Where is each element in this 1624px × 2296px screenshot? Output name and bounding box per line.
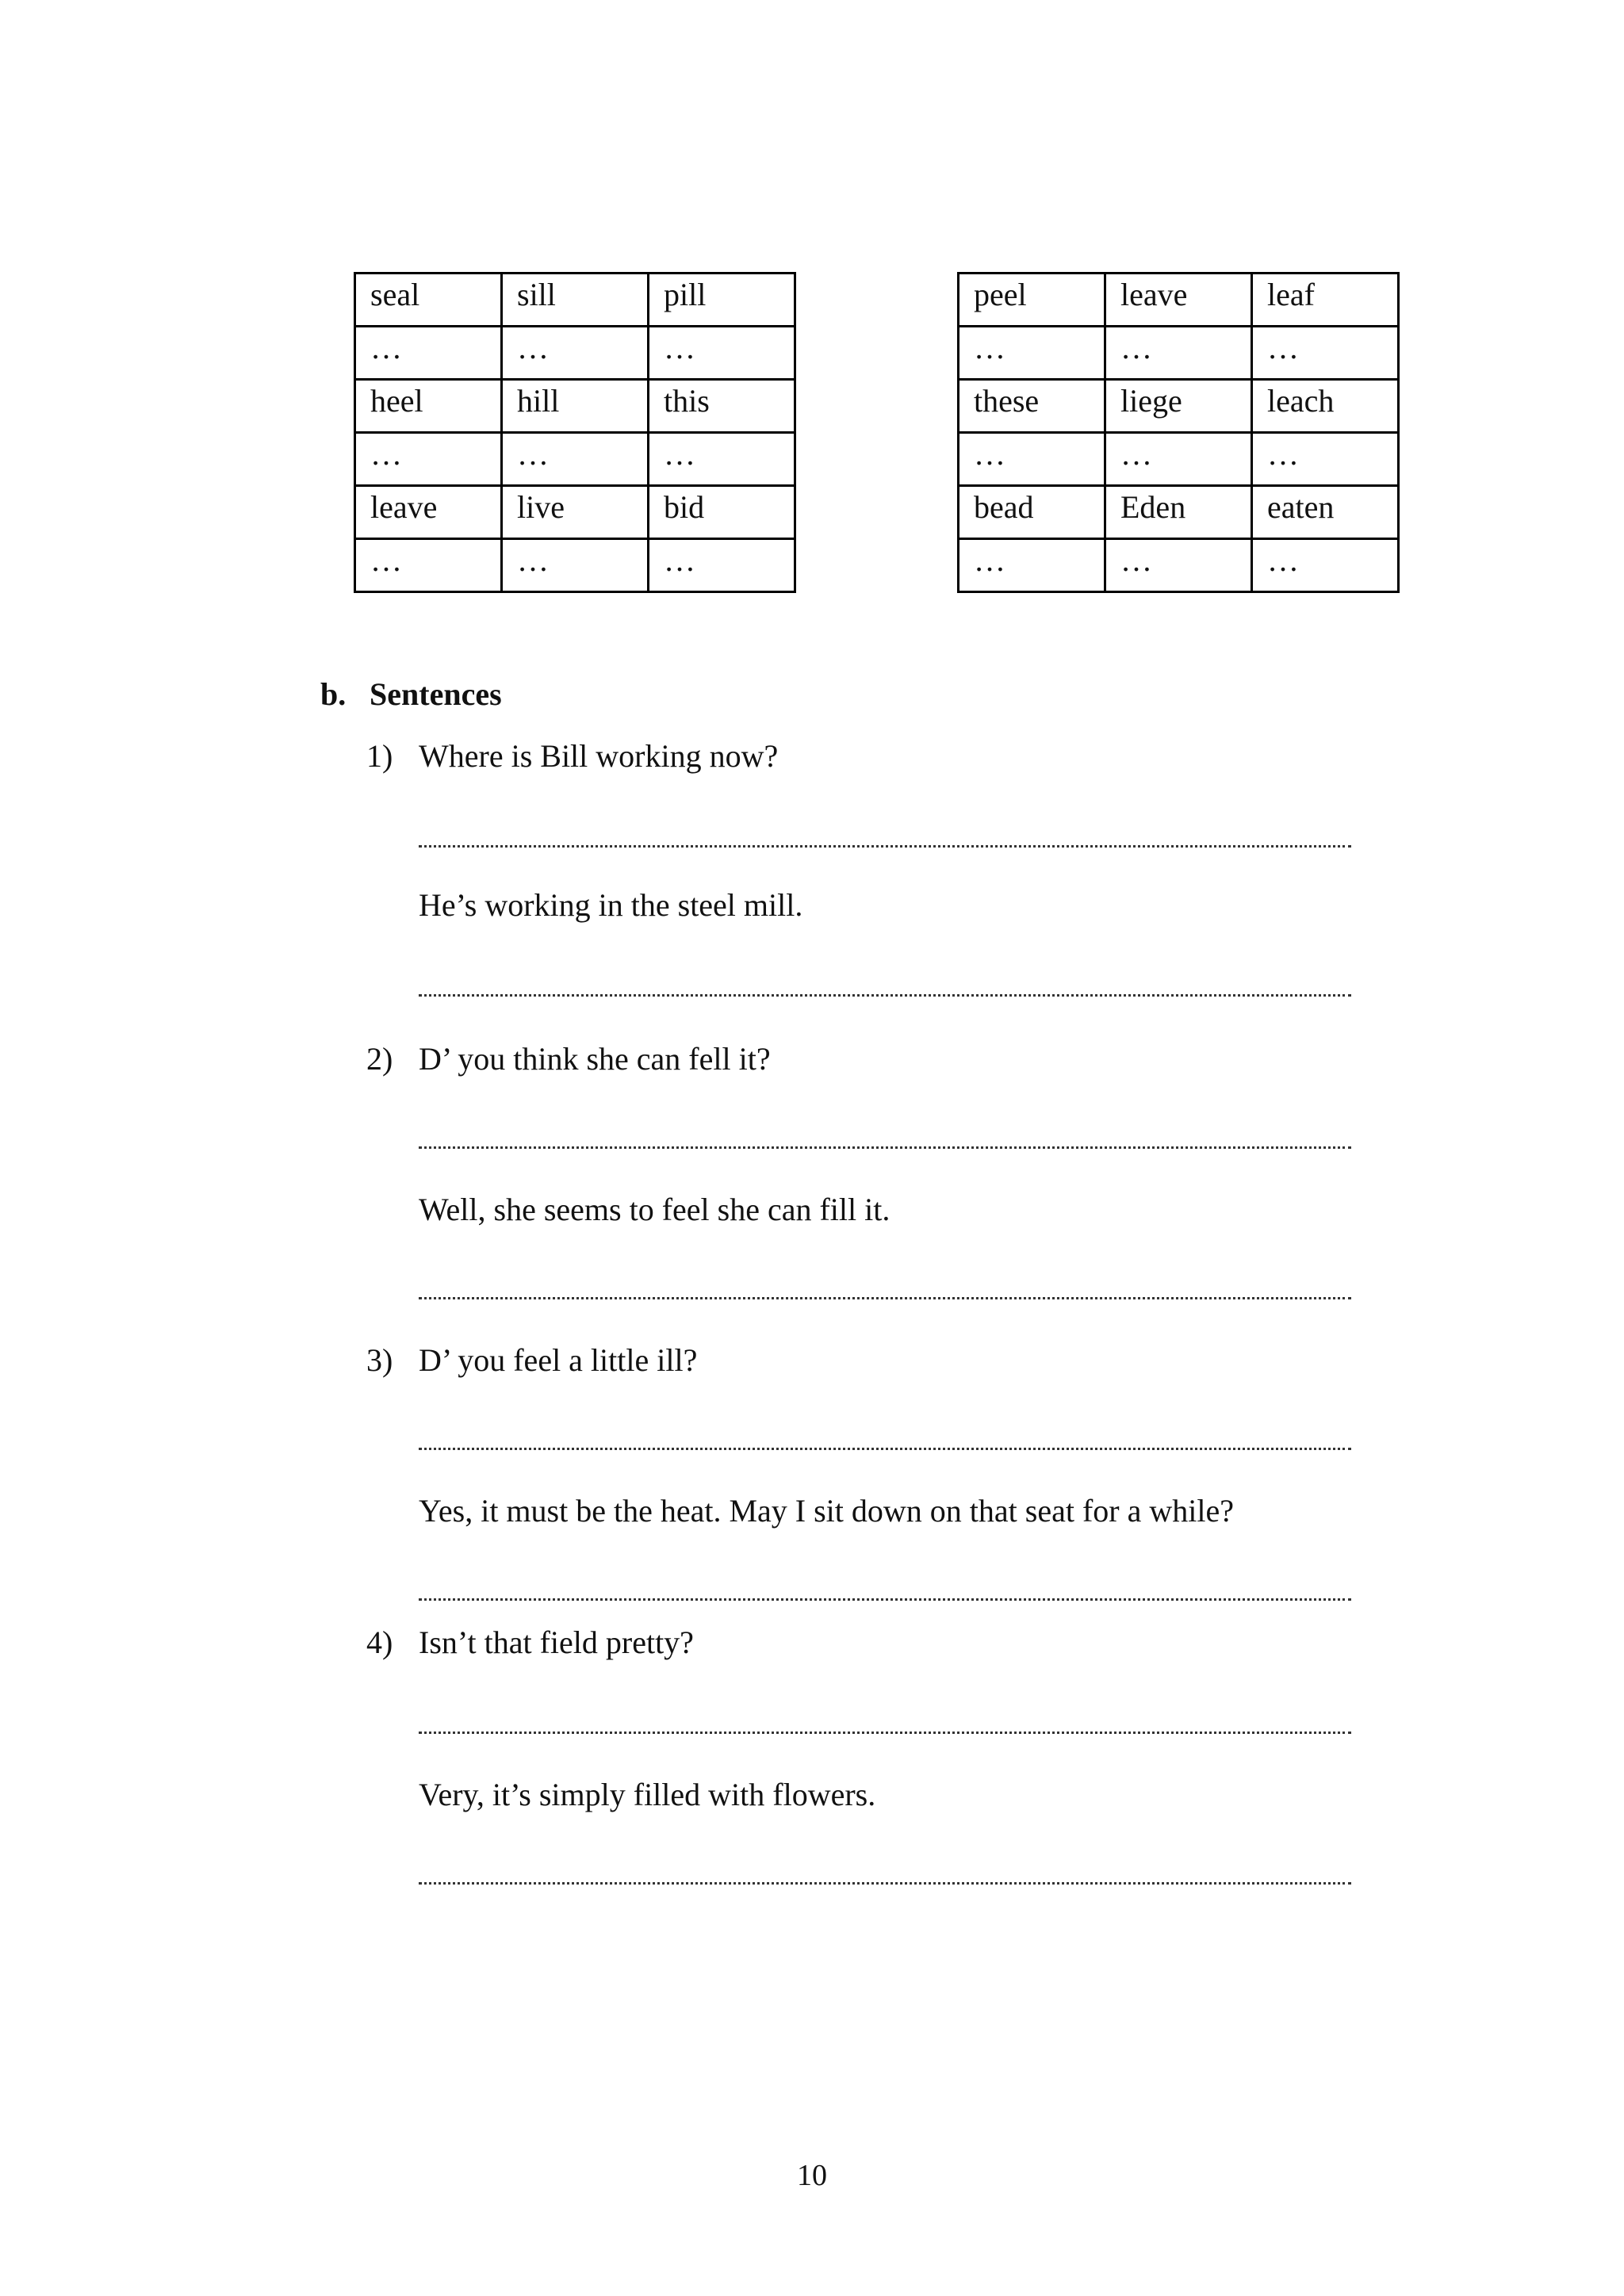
table-row xyxy=(959,539,1399,592)
table-cell: live xyxy=(502,486,649,539)
question-text: Isn’t that field pretty? xyxy=(419,1624,694,1660)
question-2 xyxy=(366,1043,771,1075)
table-cell: liege xyxy=(1105,380,1252,433)
table-cell: sill xyxy=(502,274,649,327)
table-cell: … xyxy=(649,327,795,380)
table-cell: … xyxy=(1105,539,1252,592)
table-cell: … xyxy=(502,433,649,486)
table-cell: … xyxy=(355,539,502,592)
table-cell: … xyxy=(649,539,795,592)
table-cell: eaten xyxy=(1252,486,1399,539)
word-table-left xyxy=(354,272,796,593)
page-number: 10 xyxy=(797,2159,827,2192)
table-row xyxy=(355,433,795,486)
table-cell: … xyxy=(959,433,1105,486)
table-cell: … xyxy=(1252,327,1399,380)
table-cell: … xyxy=(502,327,649,380)
answer-blank-line[interactable] xyxy=(419,1448,1351,1450)
section-letter: b. xyxy=(320,676,347,712)
question-4 xyxy=(366,1624,694,1660)
table-row xyxy=(959,433,1399,486)
table-cell: peel xyxy=(959,274,1105,327)
question-number: 4) xyxy=(366,1624,393,1660)
table-cell: hill xyxy=(502,380,649,433)
table-cell: … xyxy=(959,539,1105,592)
table-row xyxy=(355,274,795,327)
table-row xyxy=(355,327,795,380)
table-row xyxy=(355,380,795,433)
question-text: Where is Bill working now? xyxy=(419,738,779,774)
table-cell: leave xyxy=(1105,274,1252,327)
table-row xyxy=(355,486,795,539)
table-cell: … xyxy=(502,539,649,592)
question-1 xyxy=(366,740,778,772)
section-heading xyxy=(320,675,502,713)
table-cell: Eden xyxy=(1105,486,1252,539)
table-cell: bid xyxy=(649,486,795,539)
answer-text: He’s working in the steel mill. xyxy=(419,887,803,923)
table-cell: … xyxy=(355,433,502,486)
table-cell: … xyxy=(1252,539,1399,592)
answer-blank-line[interactable] xyxy=(419,845,1351,848)
table-row xyxy=(355,539,795,592)
table-cell: … xyxy=(959,327,1105,380)
answer-blank-line[interactable] xyxy=(419,1732,1351,1734)
table-cell: … xyxy=(1252,433,1399,486)
table-cell: leave xyxy=(355,486,502,539)
table-cell: … xyxy=(1105,327,1252,380)
question-number: 2) xyxy=(366,1041,393,1077)
word-table-right xyxy=(957,272,1400,593)
table-cell: bead xyxy=(959,486,1105,539)
table-cell: leach xyxy=(1252,380,1399,433)
section-title: Sentences xyxy=(370,676,502,712)
table-row xyxy=(959,380,1399,433)
table-row xyxy=(959,274,1399,327)
table-cell: these xyxy=(959,380,1105,433)
answer-text: Well, she seems to feel she can fill it. xyxy=(419,1192,891,1227)
table-cell: seal xyxy=(355,274,502,327)
table-cell: pill xyxy=(649,274,795,327)
question-number: 3) xyxy=(366,1342,393,1378)
table-cell: heel xyxy=(355,380,502,433)
answer-blank-line[interactable] xyxy=(419,1882,1351,1885)
answer-text: Very, it’s simply filled with flowers. xyxy=(419,1777,876,1812)
answer-blank-line[interactable] xyxy=(419,1146,1351,1149)
table-row xyxy=(959,486,1399,539)
answer-blank-line[interactable] xyxy=(419,1598,1351,1601)
table-cell: leaf xyxy=(1252,274,1399,327)
table-cell: … xyxy=(355,327,502,380)
answer-text: Yes, it must be the heat. May I sit down on that seat for a while? xyxy=(419,1493,1234,1529)
question-text: D’ you feel a little ill? xyxy=(419,1342,698,1378)
table-cell: … xyxy=(649,433,795,486)
answer-blank-line[interactable] xyxy=(419,994,1351,997)
table-row xyxy=(959,327,1399,380)
table-cell: this xyxy=(649,380,795,433)
question-number: 1) xyxy=(366,738,393,774)
answer-blank-line[interactable] xyxy=(419,1297,1351,1299)
question-3 xyxy=(366,1342,698,1378)
question-text: D’ you think she can fell it? xyxy=(419,1041,771,1077)
table-cell: … xyxy=(1105,433,1252,486)
